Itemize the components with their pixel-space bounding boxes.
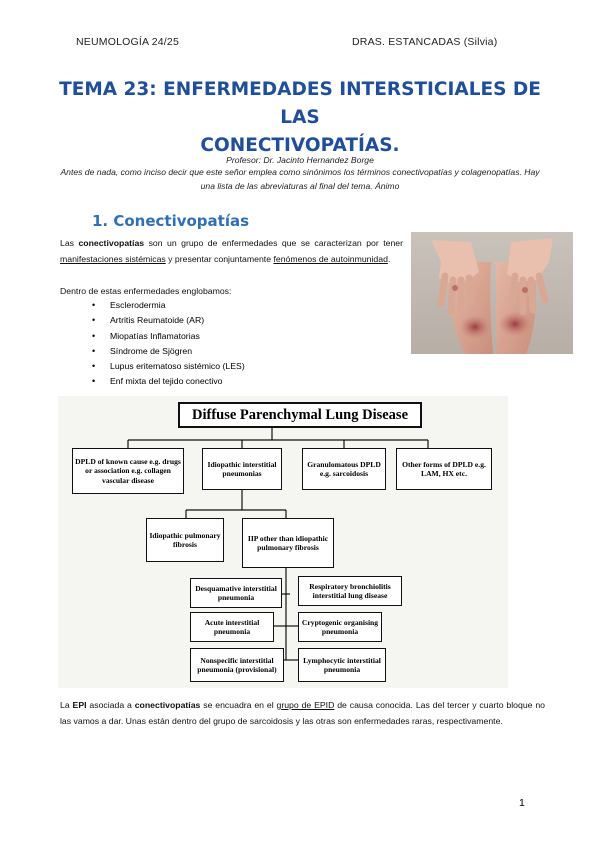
diagram-box-ipf: Idiopathic pulmonary fibrosis <box>146 518 224 562</box>
list-item: • Esclerodermia <box>92 298 245 313</box>
page-number: 1 <box>519 797 525 809</box>
diagram-box-main: Diffuse Parenchymal Lung Disease <box>178 402 422 428</box>
bold-term: conectivopatías <box>78 238 145 248</box>
underlined-term: manifestaciones sistémicas <box>60 253 166 264</box>
bold-term: conectivopatías <box>134 700 201 710</box>
hands-on-knees-photo <box>411 232 573 354</box>
diagram-box-other-forms: Other forms of DPLD e.g. LAM, HX etc. <box>396 448 492 490</box>
diagram-box-granulomatous: Granulomatous DPLD e.g. sarcoidosis <box>302 448 386 490</box>
list-item: • Síndrome de Sjögren <box>92 344 245 359</box>
paragraph-list-intro: Dentro de estas enfermedades englobamos: <box>60 286 232 296</box>
diagram-box-cop: Cryptogenic organising pneumonia <box>298 612 382 642</box>
paragraph-epi <box>60 698 545 730</box>
text-span: de causa conocida. Las del tercer y cuarto bloque no las vamos a dar. Unas están dentro del grupo de sarcoidosis y las otras son enfermedades raras, respectivamente. <box>60 700 545 726</box>
list-item: • Miopatías Inflamatorias <box>92 329 245 344</box>
diagram-box-nsip: Nonspecific interstitial pneumonia (provisional) <box>190 648 284 682</box>
list-item: • Enf mixta del tejido conectivo <box>92 374 245 389</box>
text-span: asociada a <box>86 700 135 710</box>
professor-line: Profesor: Dr. Jacinto Hernandez Borge <box>226 155 374 165</box>
paragraph-definition <box>60 236 403 267</box>
text-span: se encuadra en el <box>200 700 277 710</box>
text-span: . <box>387 253 391 264</box>
diagram-box-iip-other: IIP other than idiopathic pulmonary fibrosis <box>242 518 334 568</box>
text-span: La <box>60 700 73 710</box>
diagram-box-aip: Acute interstitial pneumonia <box>190 612 274 642</box>
header-left: NEUMOLOGÍA 24/25 <box>76 36 179 48</box>
text-span: y presentar conjuntamente <box>165 253 274 264</box>
intro-note: Antes de nada, como inciso decir que este señor emplea como sinónimos los términos conectivopatías y colagenopatías. Hay una lista de las abreviaturas al final del tema. Ánimo <box>60 167 540 191</box>
title-line-1: TEMA 23: ENFERMEDADES INTERSTICIALES DE LAS <box>59 79 541 128</box>
diagram-box-idiopathic: Idiopathic interstitial pneumonias <box>202 448 282 490</box>
diagram-box-lip: Lymphocytic interstitial pneumonia <box>298 648 386 682</box>
disease-list <box>92 298 245 390</box>
diagram-box-dip: Desquamative interstitial pneumonia <box>190 578 282 608</box>
underlined-term: grupo de EPID <box>276 700 335 710</box>
page-title <box>40 76 560 160</box>
underlined-term: fenómenos de autoinmunidad <box>273 253 388 264</box>
dpld-classification-diagram <box>58 396 508 688</box>
header-right: DRAS. ESTANCADAS (Silvia) <box>352 36 498 48</box>
title-line-2: CONECTIVOPATÍAS. <box>200 135 400 156</box>
text-span: Las <box>60 238 79 248</box>
list-item: • Artritis Reumatoide (AR) <box>92 313 245 328</box>
list-item: • Lupus eritematoso sistémico (LES) <box>92 359 245 374</box>
section-heading: 1. Conectivopatías <box>92 212 250 230</box>
text-span: son un grupo de enfermedades que se caracterizan por tener <box>144 238 403 248</box>
bold-term: EPI <box>72 700 87 710</box>
diagram-box-rb-ild: Respiratory bronchiolitis interstitial lung disease <box>298 576 402 606</box>
diagram-box-known-cause: DPLD of known cause e.g. drugs or association e.g. collagen vascular disease <box>72 448 184 494</box>
